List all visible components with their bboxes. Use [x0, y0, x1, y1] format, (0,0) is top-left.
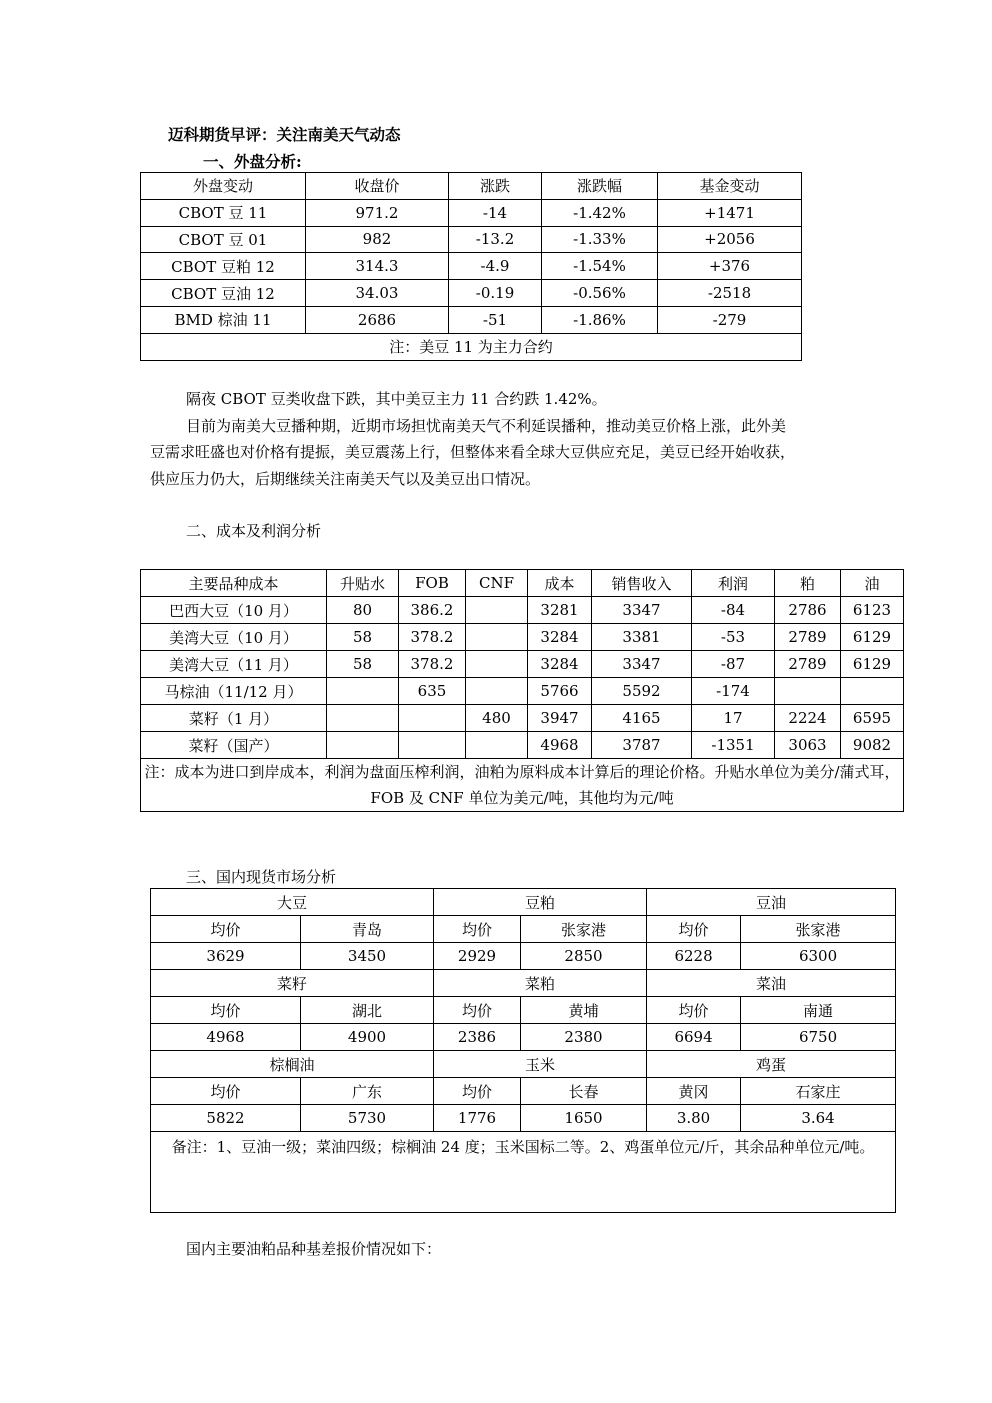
table-cell: +2056	[658, 226, 802, 253]
table-cell: 均价	[647, 916, 741, 943]
table-cell: 黄冈	[647, 1078, 741, 1105]
commodity-name-row	[151, 1051, 896, 1078]
table-cell: 2386	[434, 1024, 521, 1051]
table-cell: 张家港	[521, 916, 647, 943]
analysis-paragraphs	[150, 386, 800, 493]
table-cell: 3.64	[741, 1105, 896, 1132]
table-cell: 2224	[775, 705, 841, 732]
commodity-name: 豆粕	[434, 889, 647, 916]
table-cell: 4165	[592, 705, 692, 732]
table-cell: 1776	[434, 1105, 521, 1132]
table-cell: 3347	[592, 651, 692, 678]
table-cell: 均价	[647, 997, 741, 1024]
table-cell: -0.19	[449, 280, 542, 307]
table-cell: 80	[327, 597, 399, 624]
table-cell: 均价	[151, 1078, 301, 1105]
table-cell: 2789	[775, 651, 841, 678]
table-cell: 5730	[301, 1105, 434, 1132]
table-cell: 均价	[434, 1078, 521, 1105]
document-title: 迈科期货早评：关注南美天气动态	[168, 125, 401, 144]
paragraph: 隔夜 CBOT 豆类收盘下跌，其中美豆主力 11 合约跌 1.42%。	[186, 390, 607, 408]
header-cell: 销售收入	[592, 570, 692, 597]
table-cell: 长春	[521, 1078, 647, 1105]
value-row	[151, 1024, 896, 1051]
section1-heading: 一、外盘分析:	[203, 152, 302, 171]
table-row	[141, 199, 802, 226]
table-cell: 菜籽（国产）	[141, 732, 327, 759]
commodity-name: 菜油	[647, 970, 896, 997]
table-cell: 386.2	[399, 597, 466, 624]
table-cell: CBOT 豆粕 12	[141, 253, 306, 280]
table-cell: 314.3	[306, 253, 449, 280]
table-cell: BMD 棕油 11	[141, 306, 306, 333]
table-cell: 6750	[741, 1024, 896, 1051]
table-cell: +1471	[658, 199, 802, 226]
table-note: 注：成本为进口到岸成本，利润为盘面压榨利润，油粕为原料成本计算后的理论价格。升贴水单位为美分/蒲式耳，FOB 及 CNF 单位为美元/吨，其他均为元/吨	[141, 759, 904, 812]
table-cell: 17	[692, 705, 775, 732]
table-cell	[399, 732, 466, 759]
table-cell: 美湾大豆（10 月）	[141, 624, 327, 651]
table-cell: 2686	[306, 306, 449, 333]
header-cell: 外盘变动	[141, 173, 306, 200]
header-cell: 涨跌	[449, 173, 542, 200]
commodity-name: 菜籽	[151, 970, 434, 997]
table-cell	[775, 678, 841, 705]
table-cell	[327, 678, 399, 705]
table-row	[141, 732, 904, 759]
table-cell: 3787	[592, 732, 692, 759]
table-cell: 4968	[528, 732, 592, 759]
table-cell: 378.2	[399, 651, 466, 678]
table-cell: 南通	[741, 997, 896, 1024]
table-cell: -1.42%	[542, 199, 658, 226]
table-cell: 均价	[434, 916, 521, 943]
label-row	[151, 1078, 896, 1105]
table-cell: 4968	[151, 1024, 301, 1051]
table-cell: 3284	[528, 651, 592, 678]
table-cell: 3.80	[647, 1105, 741, 1132]
table-note: 备注：1、豆油一级；菜油四级；棕榈油 24 度；玉米国标二等。2、鸡蛋单位元/斤，其余品种单位元/吨。	[151, 1132, 896, 1213]
paragraph: 目前为南美大豆播种期，近期市场担忧南美天气不利延误播种，推动美豆价格上涨，此外美豆需求旺盛也对价格有提振，美豆震荡上行，但整体来看全球大豆供应充足，美豆已经开始收获，供应压力仍大，后期继续关注南美天气以及美豆出口情况。	[150, 416, 796, 489]
table-note-row	[151, 1132, 896, 1213]
spot-market-table	[150, 888, 896, 1213]
commodity-name: 豆油	[647, 889, 896, 916]
table-cell: -4.9	[449, 253, 542, 280]
table-cell: 菜籽（1 月）	[141, 705, 327, 732]
table-cell: 3347	[592, 597, 692, 624]
header-cell: 升贴水	[327, 570, 399, 597]
label-row	[151, 997, 896, 1024]
table-cell: -51	[449, 306, 542, 333]
header-cell: 利润	[692, 570, 775, 597]
overseas-market-table	[140, 172, 802, 361]
table-cell: 3281	[528, 597, 592, 624]
header-cell: 涨跌幅	[542, 173, 658, 200]
table-cell	[399, 705, 466, 732]
table-row	[141, 226, 802, 253]
table-row	[141, 306, 802, 333]
table-cell	[466, 732, 528, 759]
table-note: 注：美豆 11 为主力合约	[141, 333, 802, 360]
table-cell	[466, 597, 528, 624]
header-cell: 基金变动	[658, 173, 802, 200]
label-row	[151, 916, 896, 943]
table-cell: 3284	[528, 624, 592, 651]
commodity-name: 大豆	[151, 889, 434, 916]
table-cell: 6129	[841, 624, 904, 651]
table-cell: 2789	[775, 624, 841, 651]
table-cell: 均价	[151, 916, 301, 943]
table-note-row	[141, 759, 904, 812]
table-cell: -279	[658, 306, 802, 333]
table-cell: 480	[466, 705, 528, 732]
table-cell: 2929	[434, 943, 521, 970]
table-cell: 美湾大豆（11 月）	[141, 651, 327, 678]
table-cell: 3947	[528, 705, 592, 732]
table-row	[141, 597, 904, 624]
header-cell: 成本	[528, 570, 592, 597]
table-cell: 58	[327, 651, 399, 678]
table-cell: -84	[692, 597, 775, 624]
section2-heading: 二、成本及利润分析	[186, 522, 322, 540]
table-cell: 3450	[301, 943, 434, 970]
table-cell	[327, 732, 399, 759]
table-header-row	[141, 570, 904, 597]
table-cell: 9082	[841, 732, 904, 759]
header-cell: 主要品种成本	[141, 570, 327, 597]
table-cell: 6123	[841, 597, 904, 624]
table-cell: 6228	[647, 943, 741, 970]
table-cell: 982	[306, 226, 449, 253]
header-cell: 粕	[775, 570, 841, 597]
table-cell: -1.54%	[542, 253, 658, 280]
table-cell: +376	[658, 253, 802, 280]
commodity-name-row	[151, 889, 896, 916]
table-cell: -53	[692, 624, 775, 651]
table-row	[141, 624, 904, 651]
table-cell: 湖北	[301, 997, 434, 1024]
table-cell	[841, 678, 904, 705]
table-cell: 5822	[151, 1105, 301, 1132]
table-row	[141, 280, 802, 307]
table-cell: 石家庄	[741, 1078, 896, 1105]
table-cell: 马棕油（11/12 月）	[141, 678, 327, 705]
header-cell: CNF	[466, 570, 528, 597]
table-cell: -0.56%	[542, 280, 658, 307]
table-row	[141, 651, 904, 678]
table-cell: 971.2	[306, 199, 449, 226]
table-cell: 均价	[434, 997, 521, 1024]
table-cell: 张家港	[741, 916, 896, 943]
table-cell: -174	[692, 678, 775, 705]
table-cell: 3063	[775, 732, 841, 759]
table-cell: 34.03	[306, 280, 449, 307]
commodity-name: 鸡蛋	[647, 1051, 896, 1078]
table-cell: 5766	[528, 678, 592, 705]
table-cell: 58	[327, 624, 399, 651]
table-row	[141, 705, 904, 732]
table-cell: 广东	[301, 1078, 434, 1105]
section3-heading: 三、国内现货市场分析	[186, 868, 337, 886]
table-cell: 6300	[741, 943, 896, 970]
commodity-name-row	[151, 970, 896, 997]
table-cell: CBOT 豆 11	[141, 199, 306, 226]
table-cell: -2518	[658, 280, 802, 307]
header-cell: 收盘价	[306, 173, 449, 200]
table-cell: 巴西大豆（10 月）	[141, 597, 327, 624]
commodity-name: 棕榈油	[151, 1051, 434, 1078]
header-cell: FOB	[399, 570, 466, 597]
table-cell: CBOT 豆 01	[141, 226, 306, 253]
table-cell	[327, 705, 399, 732]
table-cell	[466, 651, 528, 678]
table-cell: 4900	[301, 1024, 434, 1051]
table-cell: 5592	[592, 678, 692, 705]
table-cell: 1650	[521, 1105, 647, 1132]
table-cell: 黄埔	[521, 997, 647, 1024]
table-cell: 2380	[521, 1024, 647, 1051]
commodity-name: 玉米	[434, 1051, 647, 1078]
table-cell: -1.86%	[542, 306, 658, 333]
table-cell: 6129	[841, 651, 904, 678]
commodity-name: 菜粕	[434, 970, 647, 997]
table-cell	[466, 678, 528, 705]
table-cell: -87	[692, 651, 775, 678]
table-cell: 378.2	[399, 624, 466, 651]
table-cell: 3381	[592, 624, 692, 651]
table-cell: -13.2	[449, 226, 542, 253]
table-row	[141, 253, 802, 280]
table-cell: 青岛	[301, 916, 434, 943]
table-header-row	[141, 173, 802, 200]
table-row	[141, 678, 904, 705]
table-cell	[466, 624, 528, 651]
table-cell: -14	[449, 199, 542, 226]
header-cell: 油	[841, 570, 904, 597]
table-cell: 均价	[151, 997, 301, 1024]
table-cell: 635	[399, 678, 466, 705]
table-cell: CBOT 豆油 12	[141, 280, 306, 307]
value-row	[151, 943, 896, 970]
table-cell: 2850	[521, 943, 647, 970]
table-cell: 3629	[151, 943, 301, 970]
cost-profit-table	[140, 569, 904, 812]
table-cell: -1.33%	[542, 226, 658, 253]
closing-line: 国内主要油粕品种基差报价情况如下：	[186, 1240, 442, 1258]
table-cell: 6694	[647, 1024, 741, 1051]
table-note-row	[141, 333, 802, 360]
table-cell: 2786	[775, 597, 841, 624]
table-cell: -1351	[692, 732, 775, 759]
value-row	[151, 1105, 896, 1132]
table-cell: 6595	[841, 705, 904, 732]
